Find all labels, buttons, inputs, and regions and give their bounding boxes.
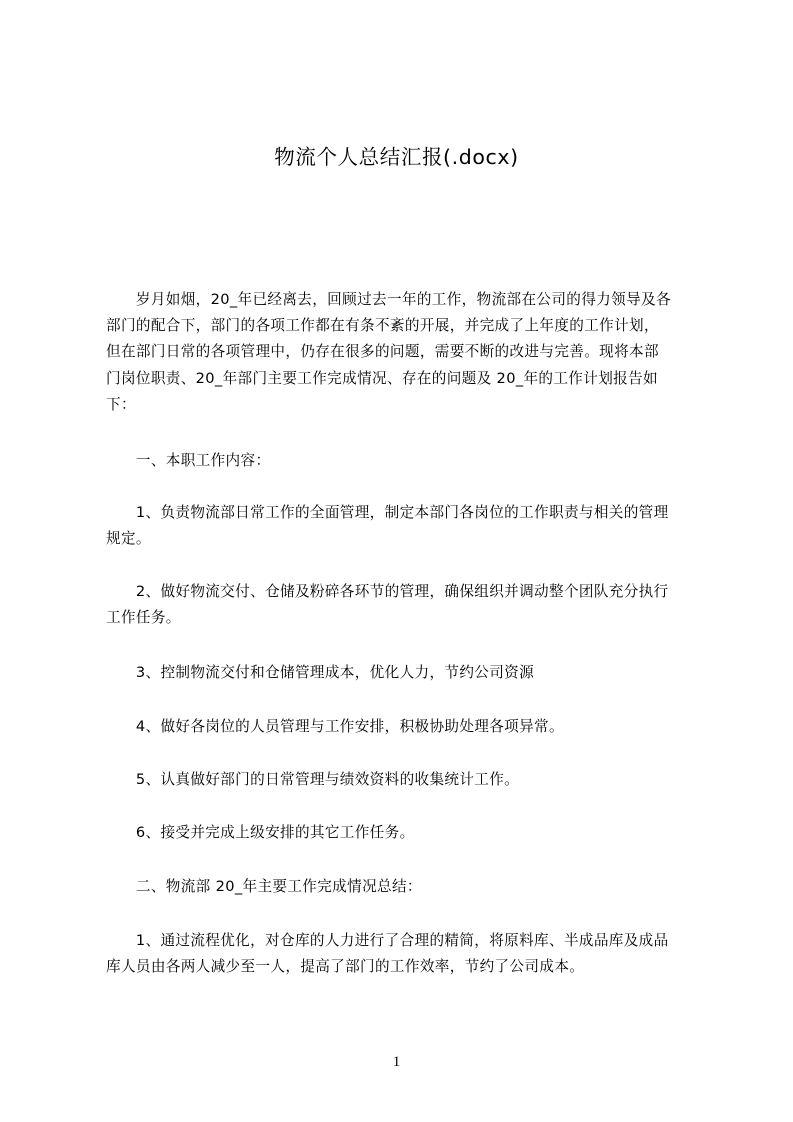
heading-line: 二、物流部 20_年主要工作完成情况总结： xyxy=(106,878,422,895)
paragraph-line: 下： xyxy=(106,395,136,413)
paragraph-line: 规定。 xyxy=(106,530,151,548)
section-heading-2 xyxy=(106,874,708,900)
paragraph-line: 1、负责物流部日常工作的全面管理，制定本部门各岗位的工作职责与相关的管理 xyxy=(106,504,669,521)
paragraph-line: 5、认真做好部门的日常管理与绩效资料的收集统计工作。 xyxy=(106,771,520,788)
heading-line: 一、本职工作内容： xyxy=(106,452,271,469)
duty-item-1 xyxy=(106,500,708,552)
duty-item-4 xyxy=(106,714,708,740)
paragraph-line: 6、接受并完成上级安排的其它工作任务。 xyxy=(106,824,415,841)
duty-item-5 xyxy=(106,767,708,793)
section-heading-1 xyxy=(106,448,708,474)
paragraph-line: 门岗位职责、20_年部门主要工作完成情况、存在的问题及 20_年的工作计划报告如 xyxy=(106,369,658,387)
page-number: 1 xyxy=(392,1054,401,1070)
document-title: 物流个人总结汇报(.docx) xyxy=(274,145,519,169)
paragraph-line: 3、控制物流交付和仓储管理成本，优化人力，节约公司资源 xyxy=(106,664,535,681)
paragraph-line: 库人员由各两人减少至一人，提高了部门的工作效率，节约了公司成本。 xyxy=(106,958,585,976)
paragraph-line: 4、做好各岗位的人员管理与工作安排，积极协助处理各项异常。 xyxy=(106,718,564,735)
paragraph-line: 岁月如烟，20_年已经离去，回顾过去一年的工作，物流部在公司的得力领导及各 xyxy=(106,291,671,308)
paragraph-line: 工作任务。 xyxy=(106,609,181,627)
paragraph-line: 1、通过流程优化，对仓库的人力进行了合理的精简，将原料库、半成品库及成品 xyxy=(106,932,669,949)
summary-item-1 xyxy=(106,928,708,980)
duty-item-6 xyxy=(106,820,708,846)
paragraph-line: 部门的配合下，部门的各项工作都在有条不紊的开展，并完成了上年度的工作计划， xyxy=(106,317,659,335)
paragraph-line: 但在部门日常的各项管理中，仍存在很多的问题，需要不断的改进与完善。现将本部 xyxy=(106,343,659,361)
paragraph-line: 2、做好物流交付、仓储及粉碎各环节的管理，确保组织并调动整个团队充分执行 xyxy=(106,583,669,600)
intro-paragraph xyxy=(106,287,708,418)
duty-item-2 xyxy=(106,579,708,631)
duty-item-3 xyxy=(106,660,708,686)
